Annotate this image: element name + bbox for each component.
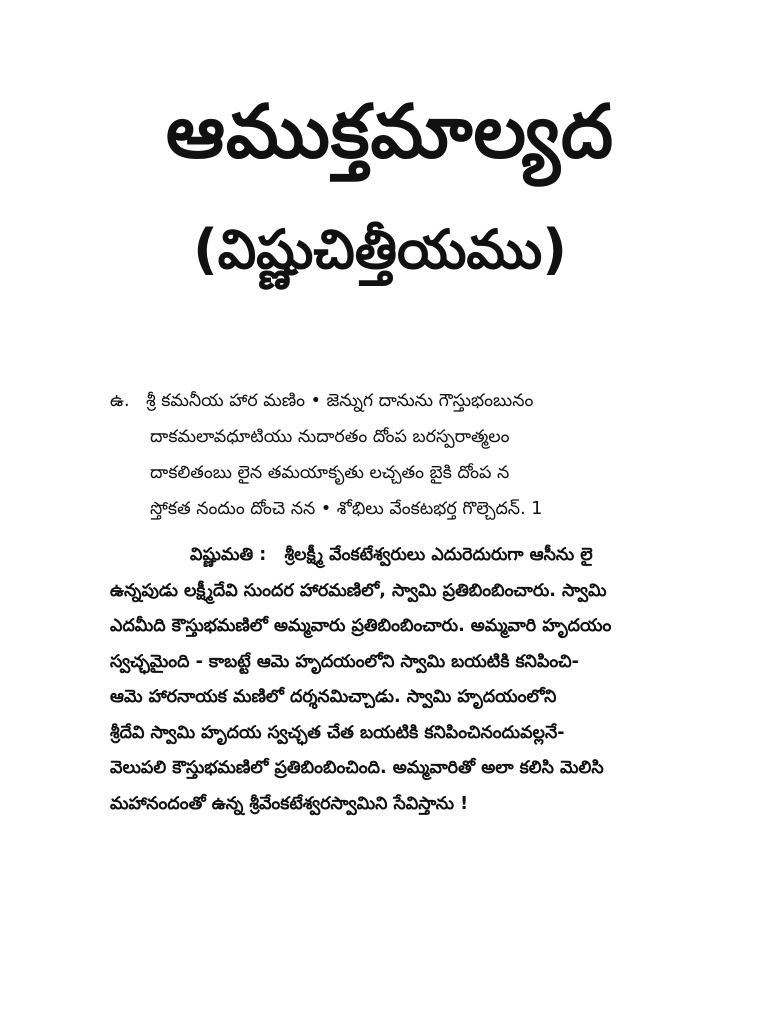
verse-line: దాకలితంబు లైన తమయాకృతు లచ్చతం బైకి దోంప న — [150, 463, 510, 483]
verse-line: స్తోకత నందుం దోంచె నన • శోభిలు వేంకటభర్త గొల్చెదన్. 1 — [150, 499, 543, 519]
page-subtitle: (విష్ణుచిత్తీయము) — [193, 218, 567, 281]
commentary-line — [110, 538, 672, 574]
verse-marker: ఉ. — [110, 391, 130, 411]
verse-line-text: శ్రీ కమనీయ హార మణిం • జెన్నుగ దానును గౌస్తుభంబునం — [146, 391, 534, 411]
commentary-line-text: శ్రీలక్ష్మీ వేంకటేశ్వరులు ఎదురెదురుగా ఆసీను లై — [284, 545, 593, 565]
verse-line: దాకమలావధూటియు నుదారతం దోంప బరస్పరాత్మలం — [150, 427, 510, 447]
verse-line — [110, 383, 670, 419]
commentary-line: మహానందంతో ఉన్న శ్రీవేంకటేశ్వరస్వామిని సేవిస్తాను ! — [110, 793, 469, 814]
commentary-line: ఎదమీది కౌస్తుభమణిలో అమ్మవారు ప్రతిబింబించారు. అమ్మవారి హృదయం — [110, 616, 612, 636]
commentary-lead: విష్ణుమతి : — [190, 545, 267, 565]
commentary-block — [110, 538, 672, 822]
commentary-line: ఉన్నపుడు లక్ష్మీదేవి సుందర హారమణిలో, స్వామి ప్రతిబింబించారు. స్వామి — [110, 580, 607, 601]
commentary-line: శ్రీదేవి స్వామి హృదయ స్వచ్ఛత చేత బయటికి కనిపించినందువల్లనే- — [110, 722, 565, 743]
commentary-line: వెలుపలి కౌస్తుభమణిలో ప్రతిబింబించింది. అమ్మవారితో అలా కలిసి మెలిసి — [110, 758, 604, 778]
commentary-line: స్వచ్ఛమైంది - కాబట్టే ఆమె హృదయంలోని స్వామి బయటికి కనిపించి- — [110, 651, 579, 672]
page-title: ఆముక్తమాల్యద — [165, 89, 615, 175]
commentary-line: ఆమె హారనాయక మణిలో దర్శనమిచ్చాడు. స్వామి హృదయంలోని — [110, 687, 557, 707]
verse-block — [110, 383, 670, 527]
